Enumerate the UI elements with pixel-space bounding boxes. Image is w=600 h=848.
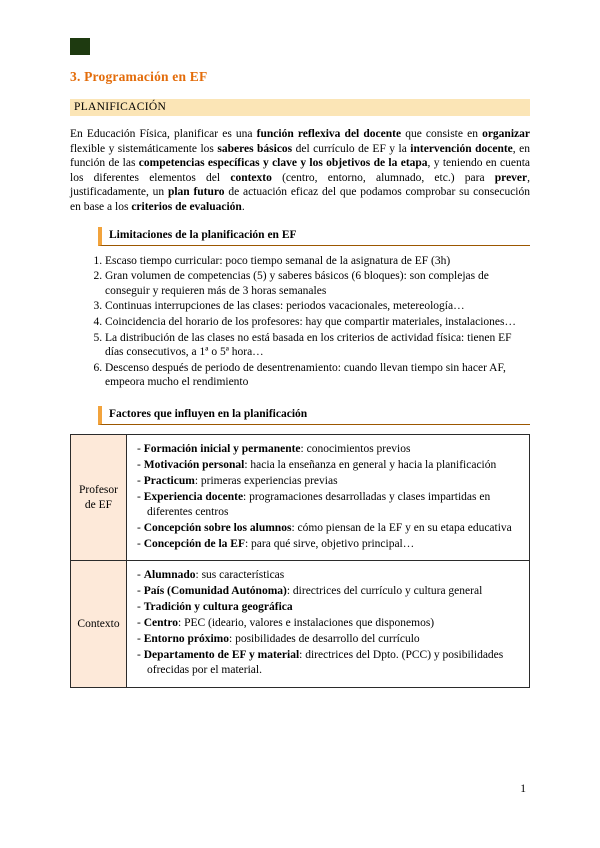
intro-paragraph: En Educación Física, planificar es una función reflexiva del docente que consiste en organizar flexible y sistemáticamente los saberes básicos del currículo de EF y la intervención docente, en función de las competencias específicas y clave y los objetivos de la etapa, y teniendo en cuenta los diferentes elementos del contexto (centro, entorno, alumnado, etc.) para prever, justificadamente, un plan futuro de actuación eficaz del que podamos comprobar su consecución en base a los criterios de evaluación. xyxy=(70,128,531,213)
list-item: - Concepción sobre los alumnos: cómo piensan de la EF y en su etapa educativa xyxy=(137,521,520,536)
list-item: - País (Comunidad Autónoma): directrices del currículo y cultura general xyxy=(137,584,520,599)
row-header-contexto: Contexto xyxy=(71,561,127,688)
list-item: - Motivación personal: hacia la enseñanza en general y hacia la planificación xyxy=(137,458,520,473)
logo-image xyxy=(70,38,90,55)
list-item: 3. Continuas interrupciones de las clases: periodos vacacionales, metereología… xyxy=(105,299,530,314)
list-item: 2. Gran volumen de competencias (5) y saberes básicos (6 bloques): son complejas de conseguir y requieren más de 3 horas semanales xyxy=(105,269,530,298)
list-item: 4. Coincidencia del horario de los profesores: hay que compartir materiales, instalaciones… xyxy=(105,315,530,330)
list-item: - Centro: PEC (ideario, valores e instalaciones que disponemos) xyxy=(137,616,520,631)
subsection-title: Limitaciones de la planificación en EF xyxy=(109,228,297,241)
section-banner-planificacion: PLANIFICACIÓN xyxy=(70,99,530,116)
list-item: - Practicum: primeras experiencias previas xyxy=(137,474,520,489)
document-title: 3. Programación en EF xyxy=(70,69,208,84)
list-item: - Concepción de la EF: para qué sirve, objetivo principal… xyxy=(137,537,520,552)
subsection-header-limitaciones xyxy=(98,227,530,246)
list-item: - Departamento de EF y material: directrices del Dpto. (PCC) y posibilidades ofrecidas por el material. xyxy=(137,648,520,678)
list-item: - Experiencia docente: programaciones desarrolladas y clases impartidas en diferentes centros xyxy=(137,490,520,520)
profesor-factors-list xyxy=(133,442,520,552)
list-item: - Tradición y cultura geográfica xyxy=(137,600,520,615)
table-row-contexto xyxy=(71,561,530,688)
row-content-contexto xyxy=(127,561,530,688)
list-item: 6. Descenso después de periodo de desentrenamiento: cuando llevan tiempo sin hacer AF, empeora mucho el rendimiento xyxy=(105,361,530,390)
factors-table xyxy=(70,434,530,688)
subsection-title: Factores que influyen en la planificación xyxy=(109,407,308,420)
list-item: 5. La distribución de las clases no está basada en los criterios de actividad física: tienen EF días consecutivos, a 1ª o 5ª hora… xyxy=(105,331,530,360)
page-number: 1 xyxy=(520,783,526,795)
subsection-header-factores xyxy=(98,406,530,425)
table-row-profesor xyxy=(71,434,530,561)
row-header-profesor-de-ef: Profesor de EF xyxy=(71,434,127,561)
list-item: - Formación inicial y permanente: conocimientos previos xyxy=(137,442,520,457)
limitations-list xyxy=(70,254,530,390)
list-item: - Alumnado: sus características xyxy=(137,568,520,583)
row-content-profesor xyxy=(127,434,530,561)
contexto-factors-list xyxy=(133,568,520,678)
list-item: 1. Escaso tiempo curricular: poco tiempo semanal de la asignatura de EF (3h) xyxy=(105,254,530,269)
list-item: - Entorno próximo: posibilidades de desarrollo del currículo xyxy=(137,632,520,647)
